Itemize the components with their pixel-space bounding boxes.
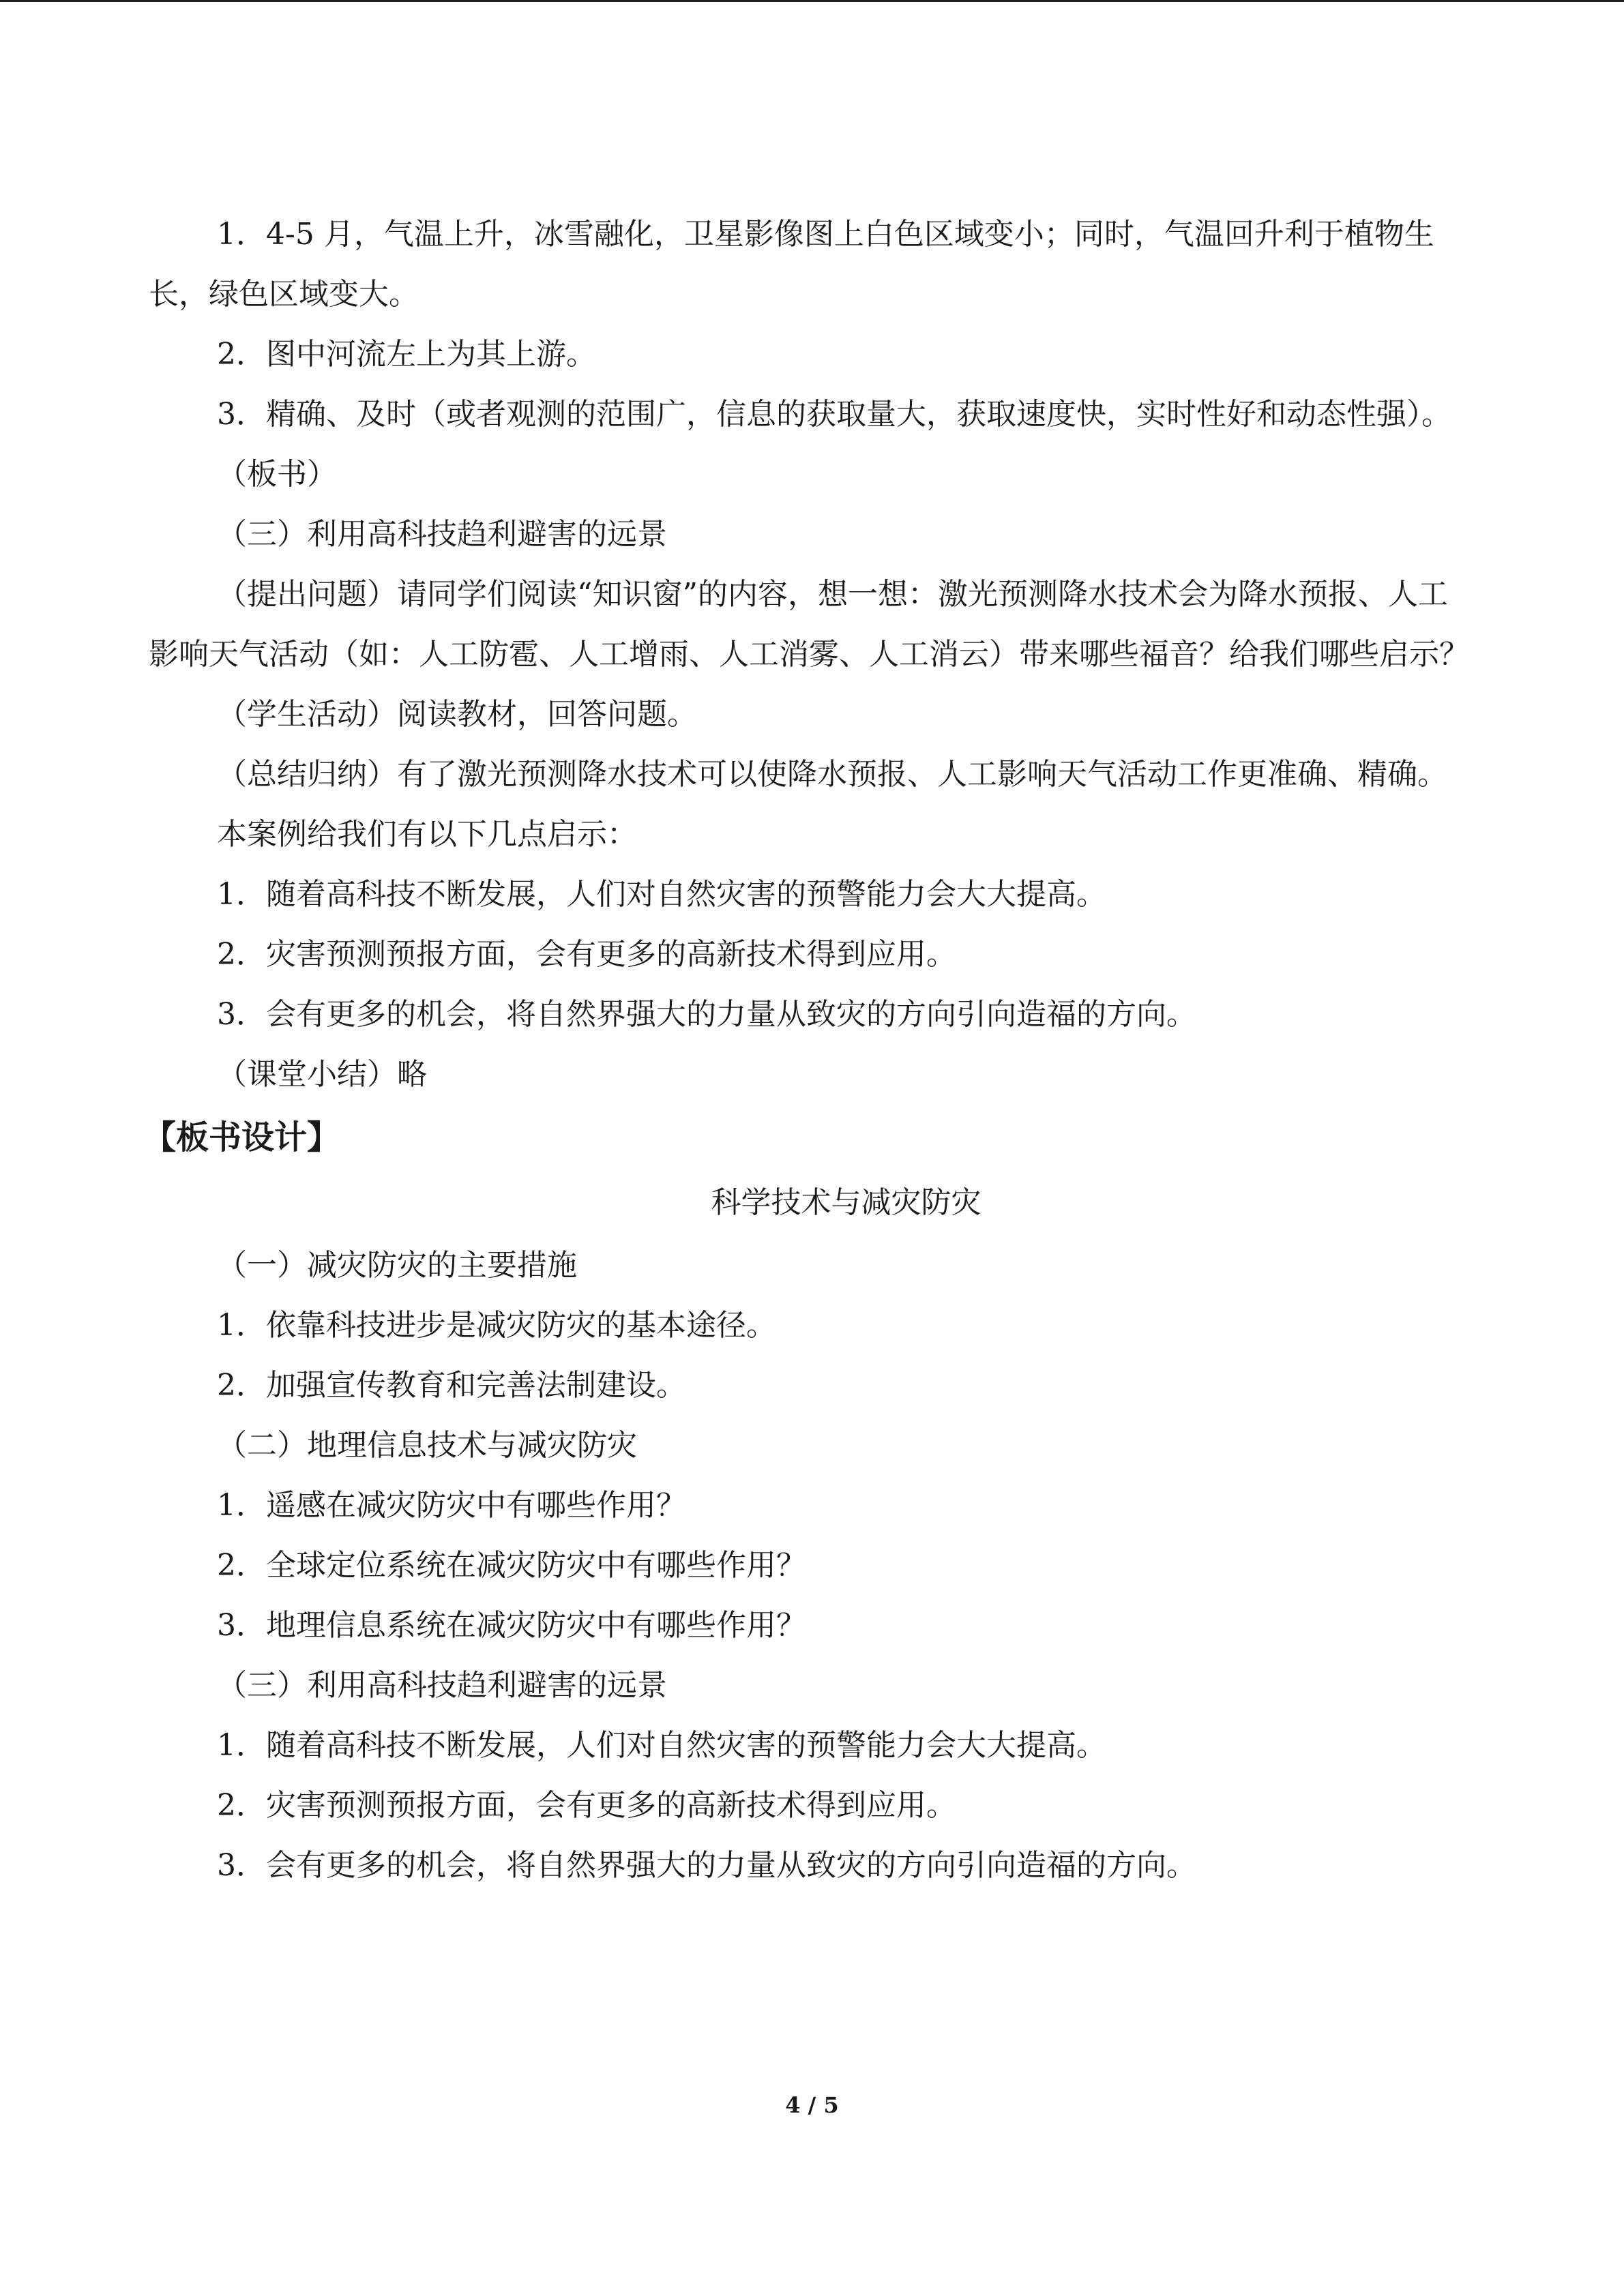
answer-paragraph-2: 2．图中河流左上为其上游。 <box>217 337 596 372</box>
board-line: （一）减灾防灾的主要措施 <box>217 1248 577 1283</box>
insight-item-2: 2．灾害预测预报方面，会有更多的高新技术得到应用。 <box>217 937 956 972</box>
summary-paragraph: （总结归纳）有了激光预测降水技术可以使降水预报、人工影响天气活动工作更准确、精确。 <box>217 757 1447 792</box>
top-border-line <box>0 0 1624 2</box>
board-design-title: 科学技术与减灾防灾 <box>711 1185 981 1220</box>
insight-item-1: 1．随着高科技不断发展，人们对自然灾害的预警能力会大大提高。 <box>217 877 1106 912</box>
page-number: 4 / 5 <box>785 2092 839 2118</box>
insight-item-3: 3．会有更多的机会，将自然界强大的力量从致灾的方向引向造福的方向。 <box>217 997 1196 1032</box>
board-line: 2．全球定位系统在减灾防灾中有哪些作用？ <box>217 1548 806 1583</box>
board-note-label: （板书） <box>217 457 337 492</box>
board-line: 3．地理信息系统在减灾防灾中有哪些作用？ <box>217 1608 806 1643</box>
section-three-title: （三）利用高科技趋利避害的远景 <box>217 517 667 552</box>
document-body <box>143 205 1475 1896</box>
student-activity-paragraph: （学生活动）阅读教材，回答问题。 <box>217 697 697 732</box>
answer-paragraph-1: 1．4-5 月，气温上升，冰雪融化，卫星影像图上白色区域变小；同时，气温回升利于植物生长，绿色区域变大。 <box>149 217 1434 312</box>
board-line: 1．随着高科技不断发展，人们对自然灾害的预警能力会大大提高。 <box>217 1728 1106 1763</box>
insight-intro: 本案例给我们有以下几点启示： <box>217 817 637 852</box>
board-line: 2．灾害预测预报方面，会有更多的高新技术得到应用。 <box>217 1788 956 1823</box>
board-line: 2．加强宣传教育和完善法制建设。 <box>217 1368 686 1403</box>
board-line: 1．遥感在减灾防灾中有哪些作用？ <box>217 1488 686 1523</box>
board-design-heading: 【板书设计】 <box>143 1118 340 1157</box>
question-paragraph: （提出问题）请同学们阅读“知识窗”的内容，想一想：激光预测降水技术会为降水预报、人工影响天气活动（如：人工防雹、人工增雨、人工消雾、人工消云）带来哪些福音？给我们哪些启示？ <box>149 577 1469 672</box>
board-line: 1．依靠科技进步是减灾防灾的基本途径。 <box>217 1308 776 1343</box>
answer-paragraph-3: 3．精确、及时（或者观测的范围广，信息的获取量大，获取速度快，实时性好和动态性强）。 <box>217 397 1451 432</box>
board-line: 3．会有更多的机会，将自然界强大的力量从致灾的方向引向造福的方向。 <box>217 1848 1196 1883</box>
class-summary-line: （课堂小结）略 <box>217 1057 427 1092</box>
board-line: （三）利用高科技趋利避害的远景 <box>217 1668 667 1703</box>
board-line: （二）地理信息技术与减灾防灾 <box>217 1428 637 1463</box>
